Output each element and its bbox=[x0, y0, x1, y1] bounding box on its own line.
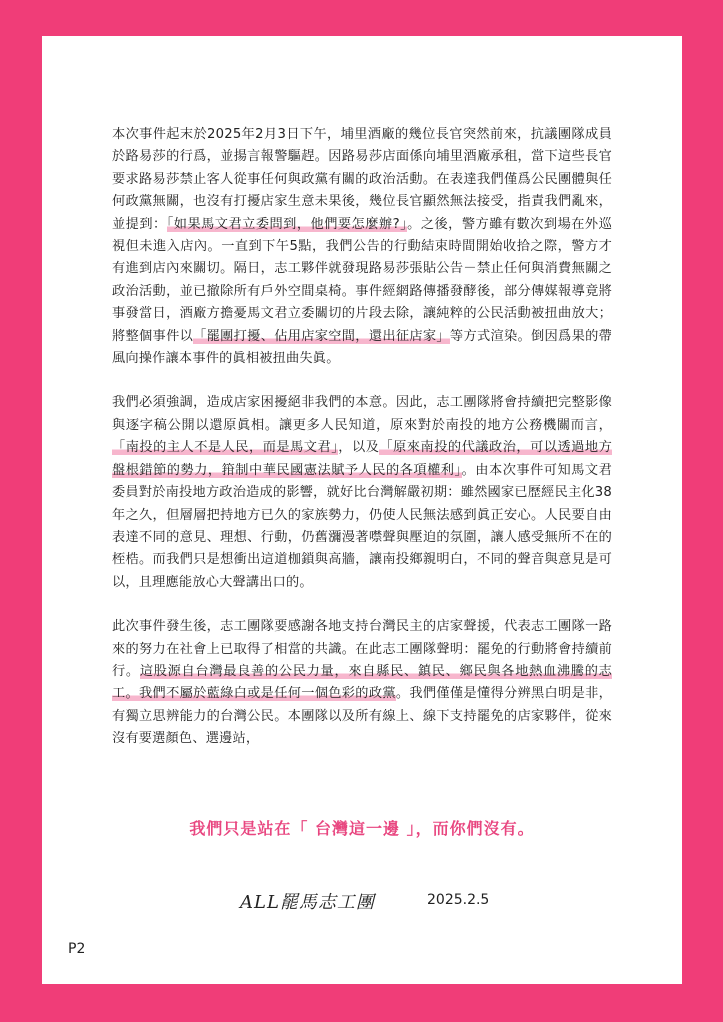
date: 2025.2.5 bbox=[427, 892, 490, 908]
highlighted-quote: 「罷團打擾、佔用店家空間，還出征店家」 bbox=[193, 328, 450, 344]
text-segment: 我們必須強調，造成店家困擾絕非我們的本意。因此，志工團隊將會持續把完整影像與逐字稿公開以還原眞相。讓更多人民知道，原來對於南投的地方公務機關而言， bbox=[112, 395, 612, 433]
text-segment: 此次事件發生後，志工團隊要感謝各地支持台灣民主的店家聲援，代表志工團隊一路來的努力在社會上已取得了相當的共識。在此志工團隊聲明：罷免的行動將會持續前行。 bbox=[112, 619, 612, 679]
text-segment: ，以及 bbox=[338, 440, 380, 456]
slogan: 我們只是站在「 台灣這一邊 」，而你們沒有。 bbox=[189, 819, 535, 838]
paragraph-2 bbox=[112, 392, 612, 594]
body-text bbox=[112, 124, 612, 773]
page-number: P2 bbox=[68, 941, 86, 957]
highlighted-quote: 「原來南投的代議政治，可以透過地方盤根錯節的勢力，箝制中華民國憲法賦予人民的各項權利」 bbox=[112, 440, 612, 478]
highlighted-quote: 「南投的主人不是人民，而是馬文君」 bbox=[112, 440, 339, 456]
highlighted-quote: 「如果馬文君立委問到，他們要怎麼辦?」 bbox=[166, 216, 408, 232]
paragraph-3 bbox=[112, 616, 612, 750]
text-segment: 。由本次事件可知馬文君委員對於南投地方政治造成的影響，就好比台灣解嚴初期：雖然國家已歷經民主化38年之久，但層層把持地方已久的家族勢力，仍使人民無法感到眞正安心。人民要自由表達不同的意見、理想、行動，仍舊瀰漫著噤聲與壓迫的氛圍，讓人感受無所不在的桎梏。而我們只是想衝出這道枷鎖與高牆，讓南投鄉親明白，不同的聲音與意見是可以，且理應能放心大聲講出口的。 bbox=[112, 462, 612, 590]
signature: ALL罷馬志工團 bbox=[240, 892, 375, 913]
paragraph-1 bbox=[112, 124, 612, 370]
text-segment: 本次事件起末於2025年2月3日下午，埔里酒廠的幾位長官突然前來，抗議團隊成員於路易莎的行爲，並揚言報警驅趕。因路易莎店面係向埔里酒廠承租，當下這些長官要求路易莎禁止客人從事任何與政黨有關的政治活動。在表達我們僅爲公民團體與任何政黨無關，也沒有打擾店家生意未果後，幾位長官顯然無法接受，指責我們亂來，並提到： bbox=[112, 127, 612, 232]
document-page bbox=[42, 36, 682, 984]
text-segment: 。我們僅僅是懂得分辨黑白明是非，有獨立思辨能力的台灣公民。本團隊以及所有線上、線下支持罷免的店家夥伴，從來沒有要選顏色、選邊站， bbox=[112, 686, 612, 747]
text-segment: 等方式渲染。倒因爲果的帶風向操作讓本事件的眞相被扭曲失眞。 bbox=[112, 328, 612, 367]
text-segment: 。之後，警方雖有數次到場在外巡視但未進入店內。一直到下午5點，我們公告的行動結束時間開始收拾之際，警方才有進到店內來關切。隔日，志工夥伴就發現路易莎張貼公告－禁止任何與消費無關之政治活動，並已撤除所有戶外空間桌椅。事件經網路傳播發酵後，部分傳媒報導竟將事發當日，酒廠方擔憂馬文君立委關切的片段去除，讓純粹的公民活動被扭曲放大；將整個事件以 bbox=[112, 216, 612, 344]
highlighted-quote: 這股源自台灣最良善的公民力量，來自縣民、鎮民、鄉民與各地熱血沸騰的志工。我們不屬於藍綠白或是任何一個色彩的政黨 bbox=[112, 663, 612, 702]
